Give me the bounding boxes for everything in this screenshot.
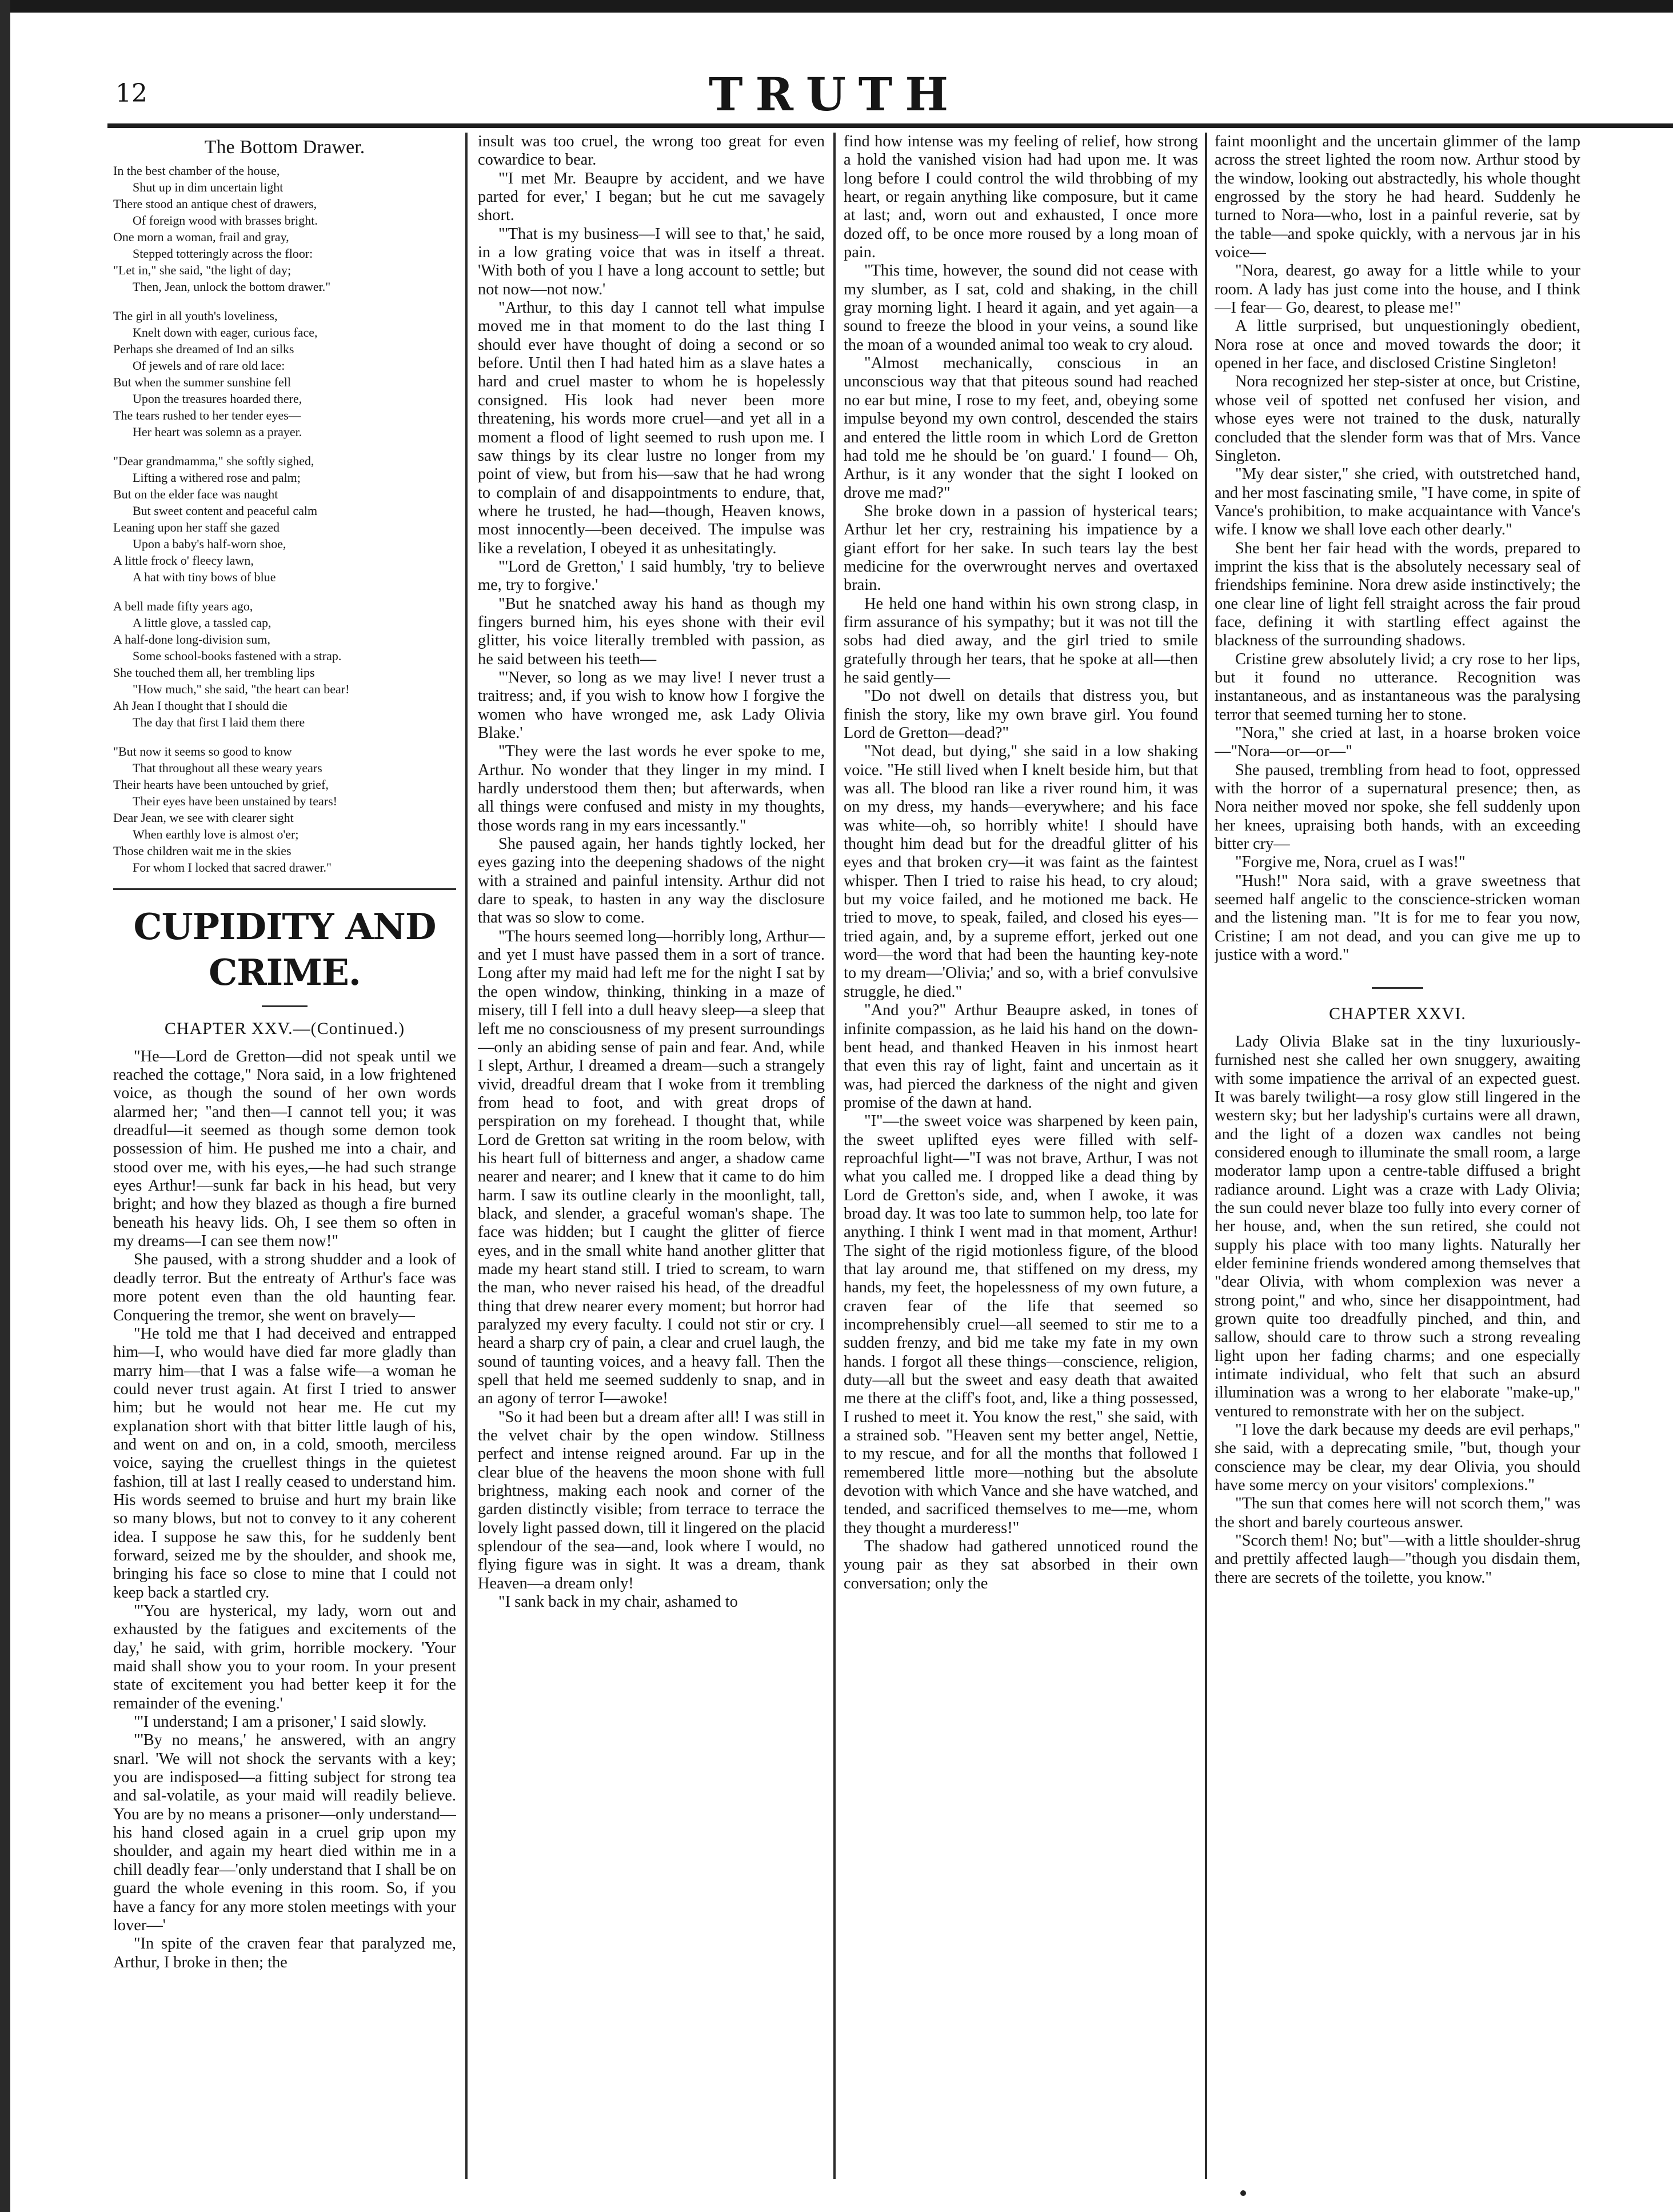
story-paragraph: "But he snatched away his hand as though my fingers burned him, his eyes shone with their evil glitter, his voice literally trembled with passion, as he said between his teeth— — [478, 594, 825, 668]
story-paragraph: "Hush!" Nora said, with a grave sweetness that seemed half angelic to the conscience-stricken woman and the listening man. "It is for me to fear you now, Cristine; I am not dead, and you can give me up to justice with a word." — [1215, 872, 1580, 964]
poem-line: "But now it seems so good to know — [113, 744, 292, 759]
page-number: 12 — [115, 79, 147, 108]
poem-line: Of foreign wood with brasses bright. — [133, 213, 318, 228]
poem-line: One morn a woman, frail and gray, — [113, 230, 289, 245]
story-paragraph: The shadow had gathered unnoticed round the young pair as they sat absorbed in their own conversation; only the — [844, 1538, 1198, 1592]
story-paragraph: "'I understand; I am a prisoner,' I said slowly. — [134, 1713, 427, 1731]
poem-line: Shut up in dim uncertain light — [133, 180, 284, 195]
story-paragraph: "So it had been but a dream after all! I was still in the velvet chair by the open window. Stillness perfect and intense reigned around. Far up in the clear blue of the heavens the moon shone with full brightness, making each nook and corner of the garden distinctly visible; from terrace to terrace the lovely light passed down, till it lingered on the placid splendour of the sea—and, look where I would, no flying figure was in sight. It was a dream, thank Heaven—a dream only! — [478, 1408, 825, 1592]
poem-line: Those children wait me in the skies — [113, 844, 292, 859]
title-divider — [262, 1005, 308, 1007]
column-divider — [465, 133, 468, 2179]
poem-line: Leaning upon her staff she gazed — [113, 520, 280, 535]
poem-line: Upon a baby's half-worn shoe, — [133, 537, 286, 552]
column-4-text — [1215, 133, 1580, 964]
poem-line: Her heart was solemn as a prayer. — [133, 425, 302, 440]
story-paragraph: She bent her fair head with the words, prepared to imprint the kiss that is the absolutely necessary seal of friendships feminine. Nora drew aside instinctively; the one clear line of light fell straight across the fair proud face, defining it with startling effect against the blackness of the surrounding shadows. — [1215, 539, 1580, 650]
story-paragraph: "I"—the sweet voice was sharpened by keen pain, the sweet uplifted eyes were filled with self-reproachful light—"I was not brave, Arthur, I was not what you called me. I dropped like a dead thing by Lord de Gretton's side, and, when I awoke, it was broad day. It was too late to summon help, too late for anything. I think I went mad in that moment, Arthur! The sight of the rigid motionless figure, of the blood that lay around me, that stiffened on my dress, my hands, my feet, the hopelessness of my own future, a craven fear of the life that seemed so incomprehensibly cruel—all seemed to stir me to a sudden frenzy, and bid me take my fate in my own hands. I forgot all these things—conscience, religion, duty—all but the sweet and easy death that awaited me there at the cliff's foot, and, like a thing possessed, I rushed to meet it. You know the rest," she said, with a strained sob. "Heaven sent my better angel, Nettie, to my rescue, and for all the months that followed I remembered little more—nothing but the absolute devotion with which Vance and she have watched, and tended, and sacrificed themselves to me—me, whom they thought a murderess!" — [844, 1112, 1198, 1537]
story-paragraph: "'You are hysterical, my lady, worn out and exhausted by the fatigues and excitements of the day,' he said, with grim, horrible mockery. 'Your maid shall show you to your room. In your present state of excitement you had better keep it for the remainder of the evening.' — [113, 1602, 456, 1712]
column-2-text — [478, 133, 825, 1612]
poem-stanza — [113, 598, 456, 730]
top-border — [0, 0, 1673, 13]
story-paragraph: "He told me that I had deceived and entrapped him—I, who would have died far more gladly than marry him—that I was a false wife—a woman he could never trust again. At first I tried to answer him; but he would not hear me. He cut my explanation short with that bitter little laugh of his, and went on and on, in a cold, smooth, merciless voice, saying the cruellest things in the quietest fashion, till at last I really ceased to understand him. His words seemed to bruise and hurt my brain like so many blows, but not to convey to it any coherent idea. I suppose he saw this, for he suddenly bent forward, seized me by the shoulder, and shook me, bringing his face so close to mine that I could not keep back a startled cry. — [113, 1324, 456, 1602]
poem-line: The day that first I laid them there — [133, 715, 305, 730]
story-paragraph: She broke down in a passion of hysterical tears; Arthur let her cry, restraining his impatience by a giant effort for her sake. In such tears lay the best medicine for the overwrought nerves and overtaxed brain. — [844, 502, 1198, 594]
chapter-26-heading: CHAPTER XXVI. — [1329, 1004, 1466, 1024]
story-paragraph: "The hours seemed long—horribly long, Arthur—and yet I must have passed them in a sort of trance. Long after my maid had left me for the night I sat by the open window, thinking, thinking in a maze of misery, till I fell into a dull heavy sleep—a sleep that left me no consciousness of my present surroundings—only an abiding sense of pain and fear. And, while I slept, Arthur, I dreamed a dream—such a strangely vivid, dreadful dream that I woke from it trembling from head to foot, and with great drops of perspiration on my forehead. I thought that, while Lord de Gretton sat writing in the room below, with his heart full of bitterness and anger, a shadow came nearer and nearer; and I knew that it came to do him harm. I saw its outline clearly in the moonlight, tall, black, and slender, a graceful woman's shape. The face was hidden; but I caught the glitter of fierce eyes, and in the small white hand another glitter that made my heart stand still. I tried to scream, to warn the man, who never raised his head, of the dreadful thing that drew nearer every moment; but horror had paralyzed my every faculty. I could not stir or cry. I heard a sharp cry of pain, a clear and cruel laugh, the sound of taunting voices, and a heavy fall. Then the spell that held me seemed suddenly to snap, and in an agony of terror I—awoke! — [478, 927, 825, 1408]
masthead-title: TRUTH — [709, 67, 961, 121]
story-paragraph: "'I met Mr. Beaupre by accident, and we have parted for ever,' I began; but he cut me savagely short. — [478, 169, 825, 225]
story-paragraph: "And you?" Arthur Beaupre asked, in tones of infinite compassion, as he laid his hand on the down-bent head, and thanked Heaven in his inmost heart that even this ray of light, faint and uncertain as it was, had pierced the darkness of the night and given promise of the dawn at hand. — [844, 1001, 1198, 1112]
poem-stanza — [113, 453, 456, 585]
story-paragraph: "He—Lord de Gretton—did not speak until we reached the cottage," Nora said, in a low frightened voice, as though the sound of her own words alarmed her; "and then—I cannot tell you; it was dreadful—it seemed as though some demon took possession of him. He pushed me into a chair, and stood over me, with his eyes,—he had such strange eyes Arthur!—sunk far back in his head, but very bright; and how they blazed as though a fire burned beneath his heavy lids. Oh, I see them so often in my dreams—I can see them now!" — [113, 1047, 456, 1251]
poem-line: There stood an antique chest of drawers, — [113, 197, 317, 211]
poem-line: Perhaps she dreamed of Ind an silks — [113, 342, 294, 357]
poem-line: Knelt down with eager, curious face, — [133, 325, 318, 340]
column-1 — [113, 133, 456, 2190]
story-title: CUPIDITY AND CRIME. — [133, 905, 436, 994]
column-1-text — [113, 1048, 456, 1972]
story-paragraph: "Arthur, to this day I cannot tell what impulse moved me in that moment to do the last thing I should ever have thought of doing a second or so before. Until then I had hated him as a slave hates a hard and cruel master to whom he is hopelessly consigned. His look had never been more threatening, his words more cruel—and yet all in a moment a flood of light seemed to rush upon me. I saw things by its clear lustre no longer from my point of view, but from his—saw that he had wrong to complain of and disappointments to endure, that, where he trusted, he had—though, Heaven knows, most innocently—been deceived. The impulse was like a revelation, I obeyed it as unhesitatingly. — [478, 299, 825, 557]
column-divider — [833, 133, 836, 2179]
poem-line: A hat with tiny bows of blue — [133, 570, 276, 585]
poem-line: "Dear grandmamma," she softly sighed, — [113, 454, 314, 469]
poem-line: A bell made fifty years ago, — [113, 599, 253, 614]
poem-line: Stepped totteringly across the floor: — [133, 246, 313, 261]
poem-line: A half-done long-division sum, — [113, 632, 270, 647]
story-paragraph: "'Lord de Gretton,' I said humbly, 'try to believe me, try to forgive.' — [478, 557, 825, 594]
story-paragraph: "The sun that comes here will not scorch them," was the short and barely courteous answer. — [1215, 1495, 1580, 1531]
poem-line: The tears rushed to her tender eyes— — [113, 408, 301, 423]
poem-line: A little frock o' fleecy lawn, — [113, 553, 254, 568]
poem-line: Their eyes have been unstained by tears! — [133, 794, 337, 809]
story-paragraph: "'Never, so long as we may live! I never trust a traitress; and, if you wish to know how I forgive the women who have wronged me, ask Lady Olivia Blake.' — [478, 668, 825, 742]
poem-line: But on the elder face was naught — [113, 487, 278, 502]
poem-line: But when the summer sunshine fell — [113, 375, 292, 390]
poem-line: "How much," she said, "the heart can bear! — [133, 682, 350, 697]
poem-line: That throughout all these weary years — [133, 761, 322, 776]
poem-title: The Bottom Drawer. — [204, 137, 365, 158]
poem-line: Their hearts have been untouched by grief, — [113, 777, 329, 792]
column-divider — [1205, 133, 1207, 2179]
column-4 — [1215, 133, 1580, 2190]
poem-line: A little glove, a tassled cap, — [133, 616, 271, 630]
story-paragraph: "My dear sister," she cried, with outstretched hand, and her most fascinating smile, "I have come, in spite of Vance's prohibition, to make acquaintance with Vance's wife. I know we shall love each other dearly." — [1215, 465, 1580, 539]
story-paragraph: "Scorch them! No; but"—with a little shoulder-shrug and prettily affected laugh—"though you disdain them, there are secrets of the toilette, you know." — [1215, 1532, 1580, 1587]
poem-line: For whom I locked that sacred drawer." — [133, 860, 332, 875]
column-3 — [844, 133, 1198, 2190]
story-paragraph: insult was too cruel, the wrong too great for even cowardice to bear. — [478, 133, 825, 169]
poem-line: Ah Jean I thought that I should die — [113, 698, 288, 713]
story-paragraph: "'That is my business—I will see to that,' he said, in a low grating voice that was in itself a threat. 'With both of you I have a long account to settle; but not now—not now.' — [478, 225, 825, 298]
story-paragraph: "Do not dwell on details that distress you, but finish the story, like my own brave girl. You found Lord de Gretton—dead?" — [844, 687, 1198, 742]
column-2 — [478, 133, 825, 2190]
poem-line: Upon the treasures hoarded there, — [133, 392, 302, 406]
column-3-text — [844, 133, 1198, 1593]
story-paragraph: "Not dead, but dying," she said in a low shaking voice. "He still lived when I knelt beside him, but that was all. The blood ran like a river round him, it was on my dress, my hands—everywhere; and his face was white—oh, so horribly white! I should have thought him dead but for the dreadful glitter of his eyes and that broken cry—it was faint as the faintest whisper. Then I tried to raise his head, to cry aloud; but my voice failed, and he motioned me back. He tried to move, to speak, failed, and closed his eyes—tried again, and, by a supreme effort, jerked out one word—the word that had been the haunting key-note to my dream—'Olivia;' and so, with a brief convulsive struggle, he died." — [844, 742, 1198, 1001]
story-paragraph: "I sank back in my chair, ashamed to — [498, 1593, 738, 1611]
story-paragraph: "In spite of the craven fear that paralyzed me, Arthur, I broke in then; the — [113, 1935, 456, 1971]
story-paragraph: find how intense was my feeling of relief, how strong a hold the vanished vision had had upon me. It was long before I could control the wild throbbing of my heart, or regain anything like composure, but it came at last; and, worn out and exhausted, I once more dozed off, to be once more roused by a long moan of pain. — [844, 133, 1198, 262]
poem-line: "Let in," she said, "the light of day; — [113, 263, 292, 278]
story-paragraph: A little surprised, but unquestioningly obedient, Nora rose at once and moved towards the door; it opened in her face, and disclosed Cristine Singleton! — [1215, 317, 1580, 373]
story-paragraph: "Forgive me, Nora, cruel as I was!" — [1235, 853, 1466, 872]
story-paragraph: She paused, trembling from head to foot, oppressed with the horror of a supernatural presence; then, as Nora neither moved nor spoke, she fell suddenly upon her knees, upraising both hands, with an exceeding bitter cry— — [1215, 761, 1580, 853]
poem-stanza — [113, 743, 456, 876]
poem-line: Dear Jean, we see with clearer sight — [113, 810, 294, 825]
poem-body — [113, 162, 456, 876]
story-paragraph: "Almost mechanically, conscious in an unconscious way that that piteous sound had reached no ear but mine, I rose to my feet, and, obeying some impulse beyond my own control, descended the stairs and entered the little room in which Lord de Gretton had told me he should be 'on guard.' I found— Oh, Arthur, is it any wonder that the sight I looked on drove me mad?" — [844, 354, 1198, 502]
poem-divider — [113, 888, 456, 890]
story-paragraph: "Nora, dearest, go away for a little while to your room. A lady has just come into the house, and I think—I fear— Go, dearest, to please me!" — [1215, 262, 1580, 317]
chapter-divider — [1372, 987, 1423, 989]
poem-line: Lifting a withered rose and palm; — [133, 470, 301, 485]
story-paragraph: He held one hand within his own strong clasp, in firm assurance of his sympathy; but it was not till the sobs had died away, and the girl tried to smile gratefully through her tears, that he spoke at all—then he said gently— — [844, 594, 1198, 686]
story-paragraph: Nora recognized her step-sister at once, but Cristine, whose veil of spotted net confused her vision, and whose eyes were not trained to the dusk, naturally concluded that the slender form was that of Mrs. Vance Singleton. — [1215, 373, 1580, 465]
story-paragraph: "Nora," she cried at last, in a hoarse broken voice—"Nora—or—or—" — [1215, 724, 1580, 761]
story-paragraph: She paused, with a strong shudder and a look of deadly terror. But the entreaty of Arthur's face was more potent even than the old haunting fear. Conquering the tremor, she went on bravely— — [113, 1251, 456, 1324]
header-rule — [107, 123, 1673, 128]
story-paragraph: "'By no means,' he answered, with an angry snarl. 'We will not shock the servants with a key; you are indisposed—a fitting subject for strong tea and sal-volatile, as your maid will readily believe. You are by no means a prisoner—only understand—his hand closed again in a cruel grip upon my shoulder, and again my heart died within me in a chill deadly fear—'only understand that I shall be on guard the whole evening in this room. So, if you have a fancy for any more stolen meetings with your lover—' — [113, 1731, 456, 1934]
poem-line: She touched them all, her trembling lips — [113, 665, 315, 680]
print-mark — [1240, 2190, 1246, 2196]
story-paragraph: She paused again, her hands tightly locked, her eyes gazing into the deepening shadows of the night with a strained and painful intensity. Arthur did not dare to speak, to hasten in any way the disclosure that was so slow to come. — [478, 835, 825, 927]
poem-line: Some school-books fastened with a strap. — [133, 649, 342, 664]
poem-line: The girl in all youth's loveliness, — [113, 309, 278, 324]
story-paragraph: Lady Olivia Blake sat in the tiny luxuriously-furnished nest she called her own snuggery, awaiting with some impatience the arrival of an expected guest. It was barely twilight—a rosy glow still lingered in the western sky; but her ladyship's curtains were all drawn, and the light of a dozen wax candles not being considered enough to illuminate the small room, a large moderator lamp upon a centre-table diffused a bright radiance around. Light was a craze with Lady Olivia; the sun could never blaze too fully into every corner of her house, and, when the sun retired, she could not supply his place with too many lights. Naturally her elder feminine friends wondered among themselves that "dear Olivia, with whom complexion was never a strong point," and who, since her disappointment, had grown quite too dreadfully pinched, and thin, and sallow, should care to throw such a strong revealing light upon her fading charms; and one especially intimate individual, who felt that such an absurd illumination was a wrong to her elaborate "make-up," ventured to remonstrate with her on the subject. — [1215, 1032, 1580, 1420]
story-paragraph: "This time, however, the sound did not cease with my slumber, as I sat, cold and shaking, in the chill gray morning light. I heard it again, and yet again—a sound to freeze the blood in your veins, a sound like the moan of a wounded animal too weak to cry aloud. — [844, 262, 1198, 354]
poem-line: In the best chamber of the house, — [113, 163, 280, 178]
poem-line: When earthly love is almost o'er; — [133, 827, 299, 842]
poem-stanza — [113, 162, 456, 295]
poem-line: Of jewels and of rare old lace: — [133, 358, 285, 373]
poem-line: But sweet content and peaceful calm — [133, 504, 318, 518]
story-paragraph: faint moonlight and the uncertain glimmer of the lamp across the street lighted the room now. Arthur stood by the window, looking out abstractedly, his whole thought engrossed by the story he had heard. Suddenly he turned to Nora—who, lost in a painful reverie, sat by the table—and spoke quickly, with a nervous jar in his voice— — [1215, 133, 1580, 262]
poem-line: Then, Jean, unlock the bottom drawer." — [133, 280, 331, 294]
left-margin-shadow — [0, 0, 10, 2212]
story-paragraph: "I love the dark because my deeds are evil perhaps," she said, with a deprecating smile, "but, though your conscience may be clear, my dear Olivia, you should have some mercy on your visitors' complexions." — [1215, 1421, 1580, 1495]
poem-stanza — [113, 308, 456, 440]
chapter-25-heading: CHAPTER XXV.—(Continued.) — [164, 1019, 405, 1039]
story-paragraph: "They were the last words he ever spoke to me, Arthur. No wonder that they linger in my mind. I hardly understood them then; but afterwards, when all things were confused and misty in my thoughts, those words rang in my ears incessantly." — [478, 742, 825, 835]
story-paragraph: Cristine grew absolutely livid; a cry rose to her lips, but it found no utterance. Recognition was instantaneous, and as instantaneous was the paralysing terror that seemed turning her to stone. — [1215, 650, 1580, 724]
column-4-text-chapter-26 — [1215, 1033, 1580, 1587]
